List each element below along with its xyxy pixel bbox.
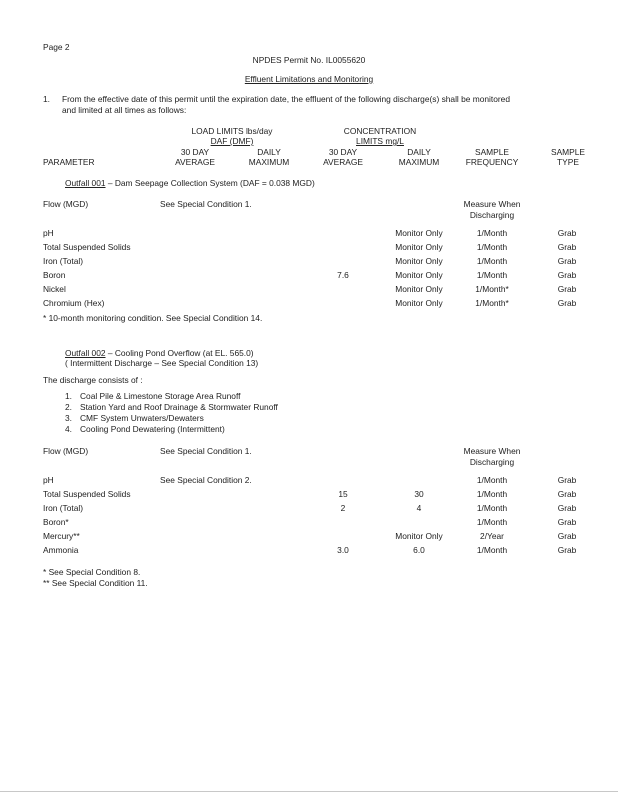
- load-limits-subheader: DAF (DMF): [210, 136, 254, 146]
- sample-frequency: Measure When Discharging: [463, 199, 521, 220]
- list-number: 4.: [65, 424, 72, 434]
- sample-frequency: 1/Month: [476, 242, 508, 252]
- outfall-002-description: – Cooling Pond Overflow (at EL. 565.0): [105, 348, 254, 358]
- load-limits-header: LOAD LIMITS lbs/day: [191, 126, 273, 136]
- page-bottom-rule: [0, 791, 618, 792]
- sample-type: Grab: [557, 284, 577, 294]
- list-number: 1.: [65, 391, 72, 401]
- intro-number: 1.: [43, 94, 50, 104]
- special-condition-note: See Special Condition 1.: [160, 199, 252, 209]
- conc-daily-max: Monitor Only: [395, 298, 443, 308]
- list-number: 2.: [65, 402, 72, 412]
- sample-type: Grab: [557, 517, 577, 527]
- parameter-name: Flow (MGD): [43, 446, 89, 456]
- special-condition-note: See Special Condition 2.: [160, 475, 252, 485]
- load-daily-header: DAILY MAXIMUM: [248, 147, 290, 167]
- sample-frequency: 1/Month: [476, 545, 508, 555]
- outfall-002-label: Outfall 002: [65, 348, 106, 358]
- list-text: Station Yard and Roof Drainage & Stormwater Runoff: [80, 402, 278, 412]
- parameter-name: Boron: [43, 270, 66, 280]
- conc-daily-max: Monitor Only: [395, 256, 443, 266]
- sample-frequency: 1/Month: [476, 475, 508, 485]
- sample-frequency: 1/Month: [476, 256, 508, 266]
- conc-daily-max: Monitor Only: [395, 531, 443, 541]
- parameter-name: Chromium (Hex): [43, 298, 105, 308]
- outfall-001-footnote: * 10-month monitoring condition. See Special Condition 14.: [43, 313, 263, 323]
- sample-frequency: 1/Month*: [475, 284, 509, 294]
- parameter-name: Flow (MGD): [43, 199, 89, 209]
- conc-30day-average: 15: [338, 489, 348, 499]
- conc-daily-max: Monitor Only: [395, 228, 443, 238]
- conc-30day-average: 2: [340, 503, 346, 513]
- parameter-name: Total Suspended Solids: [43, 242, 131, 252]
- parameter-header: PARAMETER: [43, 157, 95, 167]
- sample-frequency: 1/Month: [476, 228, 508, 238]
- parameter-name: Total Suspended Solids: [43, 489, 131, 499]
- special-condition-note: See Special Condition 1.: [160, 446, 252, 456]
- parameter-name: Iron (Total): [43, 256, 84, 266]
- load-30day-header: 30 DAY AVERAGE: [175, 147, 215, 167]
- sample-type: Grab: [557, 489, 577, 499]
- sample-type: Grab: [557, 270, 577, 280]
- sample-type: Grab: [557, 298, 577, 308]
- parameter-name: pH: [43, 228, 54, 238]
- parameter-name: Nickel: [43, 284, 66, 294]
- type-header: SAMPLE TYPE: [551, 147, 585, 167]
- discharge-consists-label: The discharge consists of :: [43, 375, 143, 385]
- conc-30day-header: 30 DAY AVERAGE: [323, 147, 363, 167]
- list-text: CMF System Unwaters/Dewaters: [80, 413, 204, 423]
- conc-daily-max: Monitor Only: [395, 284, 443, 294]
- outfall-002-title: [65, 348, 254, 358]
- parameter-name: Ammonia: [43, 545, 79, 555]
- permit-title: NPDES Permit No. IL0055620: [252, 55, 366, 65]
- list-text: Coal Pile & Limestone Storage Area Runoff: [80, 391, 241, 401]
- outfall-001-label: Outfall 001: [65, 178, 106, 188]
- sample-frequency: 2/Year: [480, 531, 504, 541]
- conc-30day-average: 7.6: [337, 270, 349, 280]
- sample-frequency: Measure When Discharging: [463, 446, 521, 467]
- outfall-002-discharge-note: ( Intermittent Discharge – See Special Condition 13): [65, 358, 259, 368]
- parameter-name: pH: [43, 475, 54, 485]
- sample-frequency: 1/Month: [476, 517, 508, 527]
- parameter-name: Boron*: [43, 517, 69, 527]
- sample-frequency: 1/Month: [476, 503, 508, 513]
- conc-daily-max: Monitor Only: [395, 242, 443, 252]
- sample-frequency: 1/Month*: [475, 298, 509, 308]
- sample-type: Grab: [557, 228, 577, 238]
- sample-type: Grab: [557, 545, 577, 555]
- outfall-001-title: [65, 178, 315, 188]
- parameter-name: Mercury**: [43, 531, 80, 541]
- conc-daily-max: 6.0: [413, 545, 425, 555]
- outfall-001-description: – Dam Seepage Collection System (DAF = 0.038 MGD): [105, 178, 315, 188]
- conc-daily-header: DAILY MAXIMUM: [398, 147, 440, 167]
- list-text: Cooling Pond Dewatering (Intermittent): [80, 424, 225, 434]
- concentration-header: CONCENTRATION: [343, 126, 417, 136]
- intro-text: From the effective date of this permit until the expiration date, the effluent of the following discharge(s) shall be monitored and limited at all times as follows:: [62, 94, 511, 115]
- conc-daily-max: Monitor Only: [395, 270, 443, 280]
- page-number: Page 2: [43, 42, 70, 52]
- parameter-name: Iron (Total): [43, 503, 84, 513]
- section-title: Effluent Limitations and Monitoring: [244, 74, 374, 84]
- outfall-002-footnote-1: * See Special Condition 8.: [43, 567, 141, 577]
- sample-type: Grab: [557, 531, 577, 541]
- frequency-header: SAMPLE FREQUENCY: [465, 147, 519, 167]
- sample-frequency: 1/Month: [476, 489, 508, 499]
- conc-daily-max: 30: [414, 489, 424, 499]
- conc-daily-max: 4: [416, 503, 422, 513]
- outfall-002-footnote-2: ** See Special Condition 11.: [43, 578, 148, 588]
- sample-type: Grab: [557, 242, 577, 252]
- sample-frequency: 1/Month: [476, 270, 508, 280]
- sample-type: Grab: [557, 475, 577, 485]
- list-number: 3.: [65, 413, 72, 423]
- sample-type: Grab: [557, 503, 577, 513]
- conc-30day-average: 3.0: [337, 545, 349, 555]
- concentration-subheader: LIMITS mg/L: [356, 136, 404, 146]
- sample-type: Grab: [557, 256, 577, 266]
